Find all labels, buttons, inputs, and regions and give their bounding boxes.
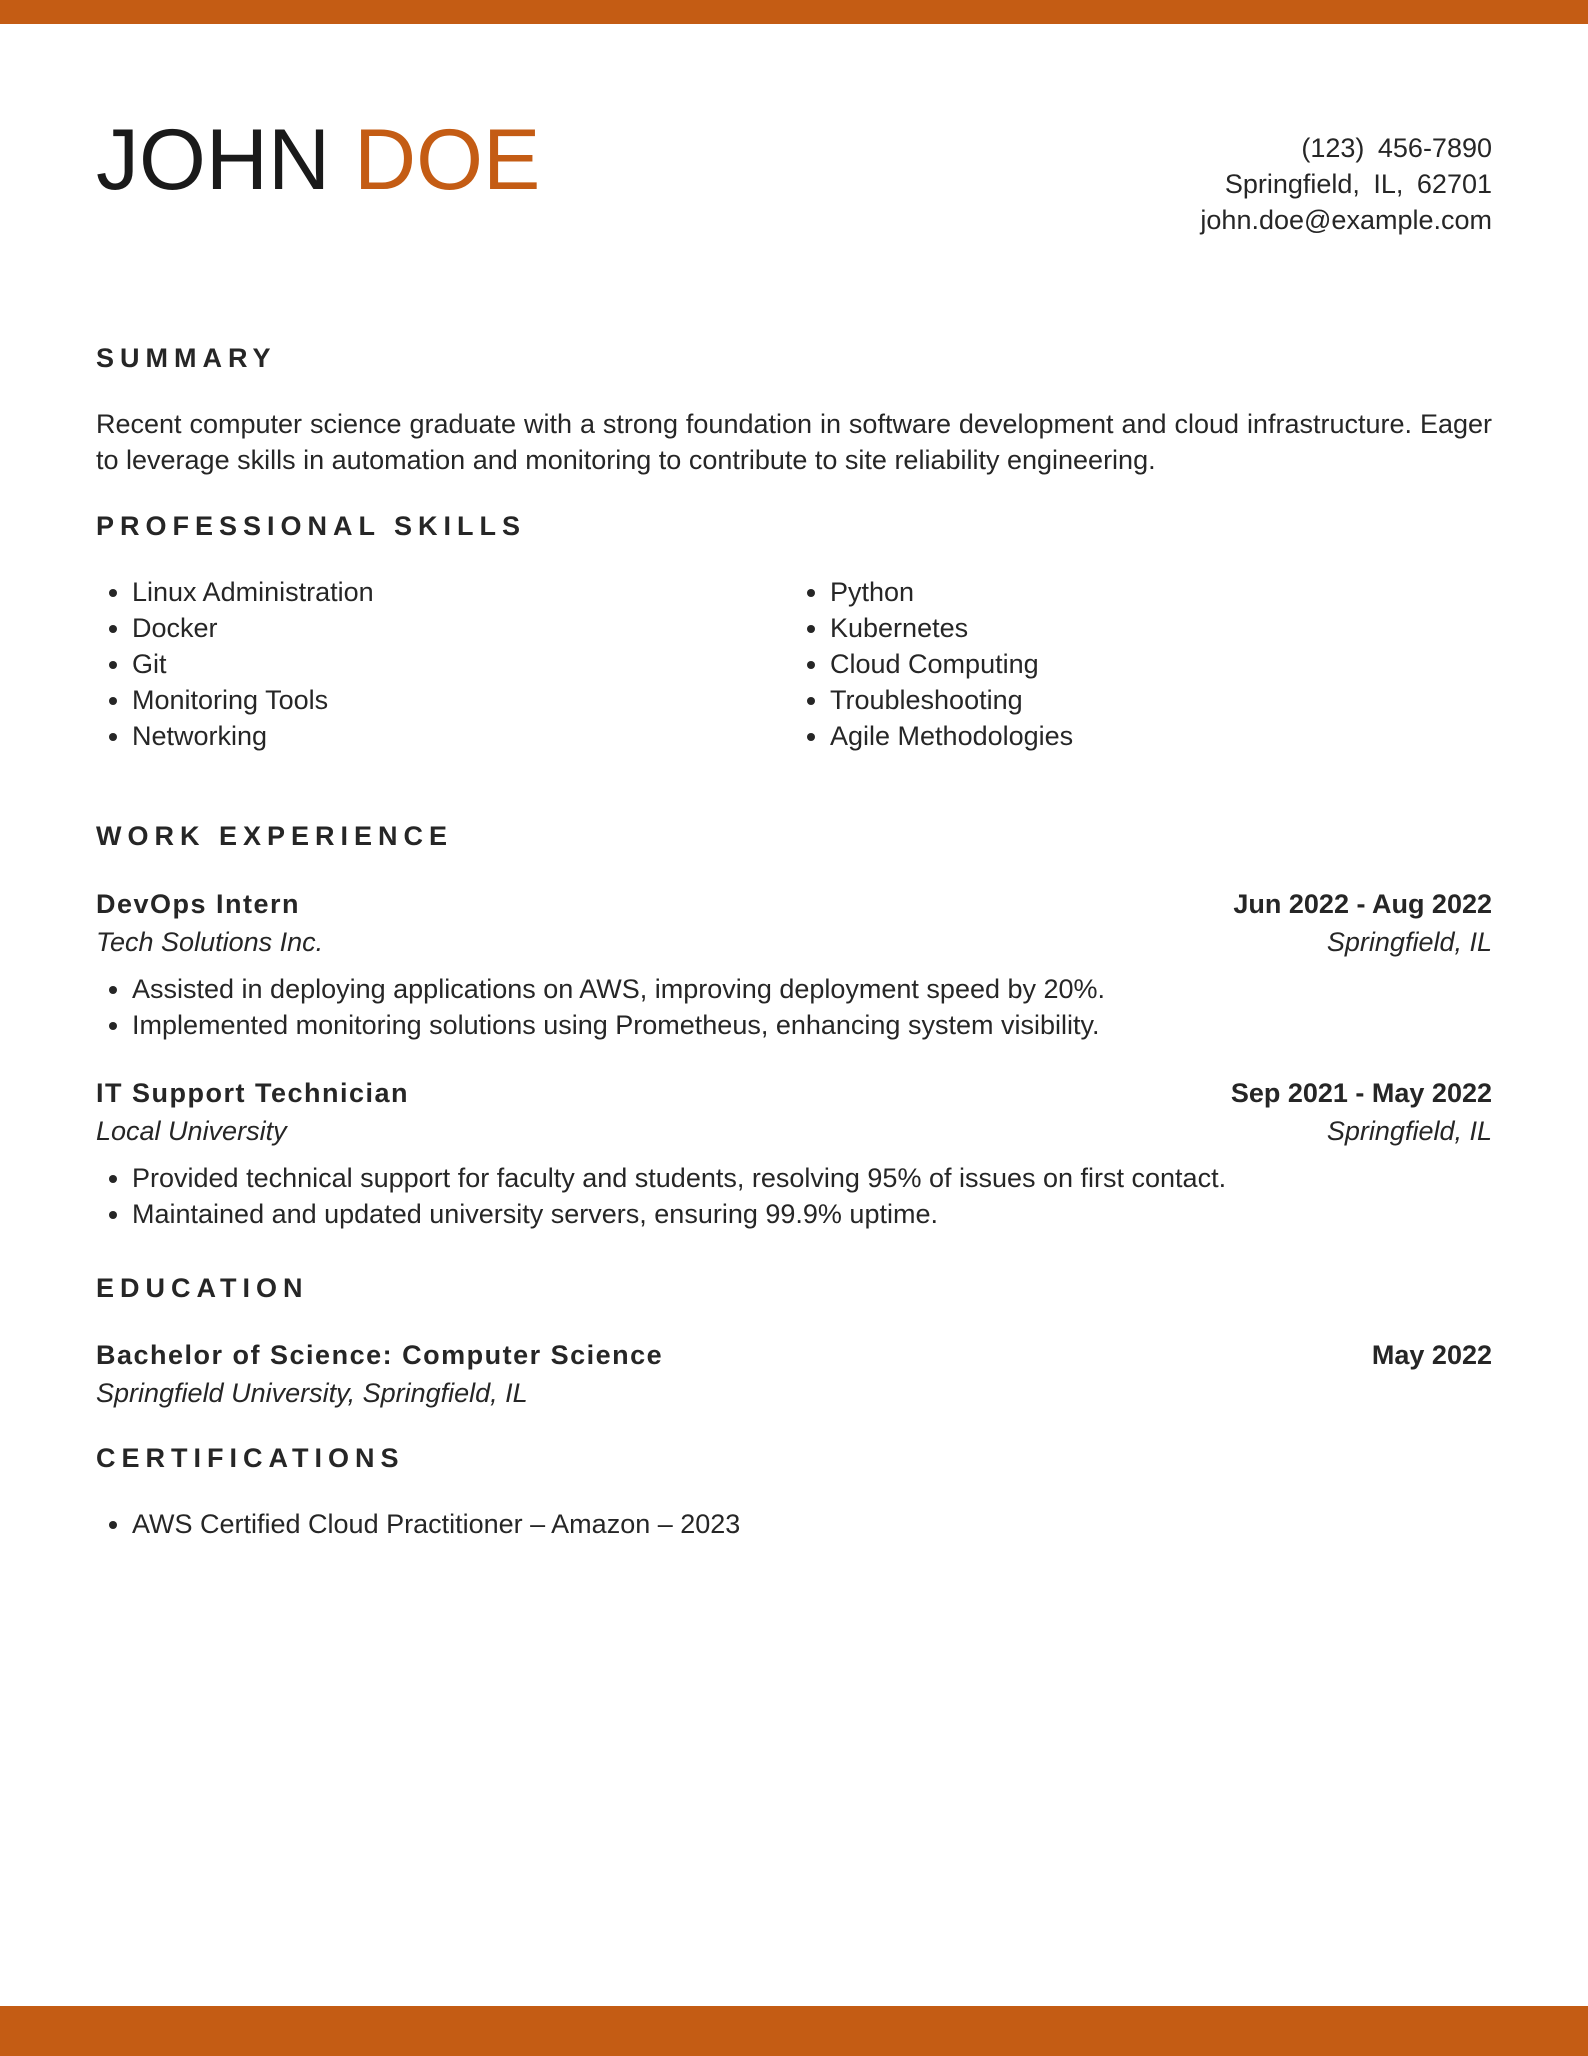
skills-column-left <box>96 574 374 754</box>
job-entry <box>96 885 1492 1043</box>
degree: Bachelor of Science: Computer Science <box>96 1340 664 1370</box>
job-bullet: • Provided technical support for faculty and students, resolving 95% of issues on first contact. <box>132 1160 1492 1196</box>
skill-item: • Networking <box>132 718 374 754</box>
skill-item: • Monitoring Tools <box>132 682 374 718</box>
job-bullets <box>96 971 1492 1043</box>
job-bullet: • Maintained and updated university servers, ensuring 99.9% uptime. <box>132 1196 1492 1232</box>
contact-address: Springfield, IL, 62701 <box>1224 169 1492 199</box>
education-header-row <box>96 1336 1492 1374</box>
certification-item: • AWS Certified Cloud Practitioner – Amazon – 2023 <box>132 1506 740 1542</box>
job-header-row <box>96 885 1492 923</box>
skills-column-right <box>794 574 1073 754</box>
first-name: JOHN <box>96 112 331 208</box>
job-subheader-row <box>96 923 1492 961</box>
skill-item: • Docker <box>132 610 374 646</box>
job-bullets <box>96 1160 1492 1232</box>
last-name: DOE <box>354 112 541 208</box>
job-role: DevOps Intern <box>96 889 301 919</box>
skill-item: • Kubernetes <box>830 610 1073 646</box>
summary-text: Recent computer science graduate with a strong foundation in software development and cloud infrastructure. Eager to leverage skills in automation and monitoring to contribute to site reliability engineering. <box>96 409 1492 475</box>
experience-heading: WORK EXPERIENCE <box>96 821 454 851</box>
job-dates: Sep 2021 - May 2022 <box>1230 1078 1492 1108</box>
contact-phone: (123) 456-7890 <box>1301 133 1492 163</box>
summary-heading: SUMMARY <box>96 343 277 373</box>
contact-email[interactable]: john.doe@example.com <box>1200 205 1492 235</box>
job-location: Springfield, IL <box>1326 1116 1492 1146</box>
job-dates: Jun 2022 - Aug 2022 <box>1233 889 1492 919</box>
job-organization: Local University <box>96 1116 287 1146</box>
top-accent-bar <box>0 0 1588 24</box>
bottom-accent-bar <box>0 2006 1588 2056</box>
resume-header <box>96 108 1492 258</box>
certifications-heading: CERTIFICATIONS <box>96 1443 405 1473</box>
skill-item: • Python <box>830 574 1073 610</box>
job-bullet: • Implemented monitoring solutions using Prometheus, enhancing system visibility. <box>132 1007 1492 1043</box>
skills-heading: PROFESSIONAL SKILLS <box>96 511 527 541</box>
skill-item: • Troubleshooting <box>830 682 1073 718</box>
education-entry <box>96 1336 1492 1412</box>
skill-item: • Git <box>132 646 374 682</box>
school: Springfield University, Springfield, IL <box>96 1378 528 1408</box>
skill-item: • Linux Administration <box>132 574 374 610</box>
education-subheader-row <box>96 1374 1492 1412</box>
contact-info <box>1200 130 1492 238</box>
job-organization: Tech Solutions Inc. <box>96 927 324 957</box>
education-heading: EDUCATION <box>96 1273 309 1303</box>
certifications-list <box>96 1506 740 1542</box>
job-entry <box>96 1074 1492 1232</box>
job-subheader-row <box>96 1112 1492 1150</box>
job-role: IT Support Technician <box>96 1078 410 1108</box>
job-location: Springfield, IL <box>1326 927 1492 957</box>
job-header-row <box>96 1074 1492 1112</box>
full-name <box>96 108 540 212</box>
graduation-date: May 2022 <box>1371 1340 1492 1370</box>
skill-item: • Cloud Computing <box>830 646 1073 682</box>
job-bullet: • Assisted in deploying applications on AWS, improving deployment speed by 20%. <box>132 971 1492 1007</box>
skill-item: • Agile Methodologies <box>830 718 1073 754</box>
